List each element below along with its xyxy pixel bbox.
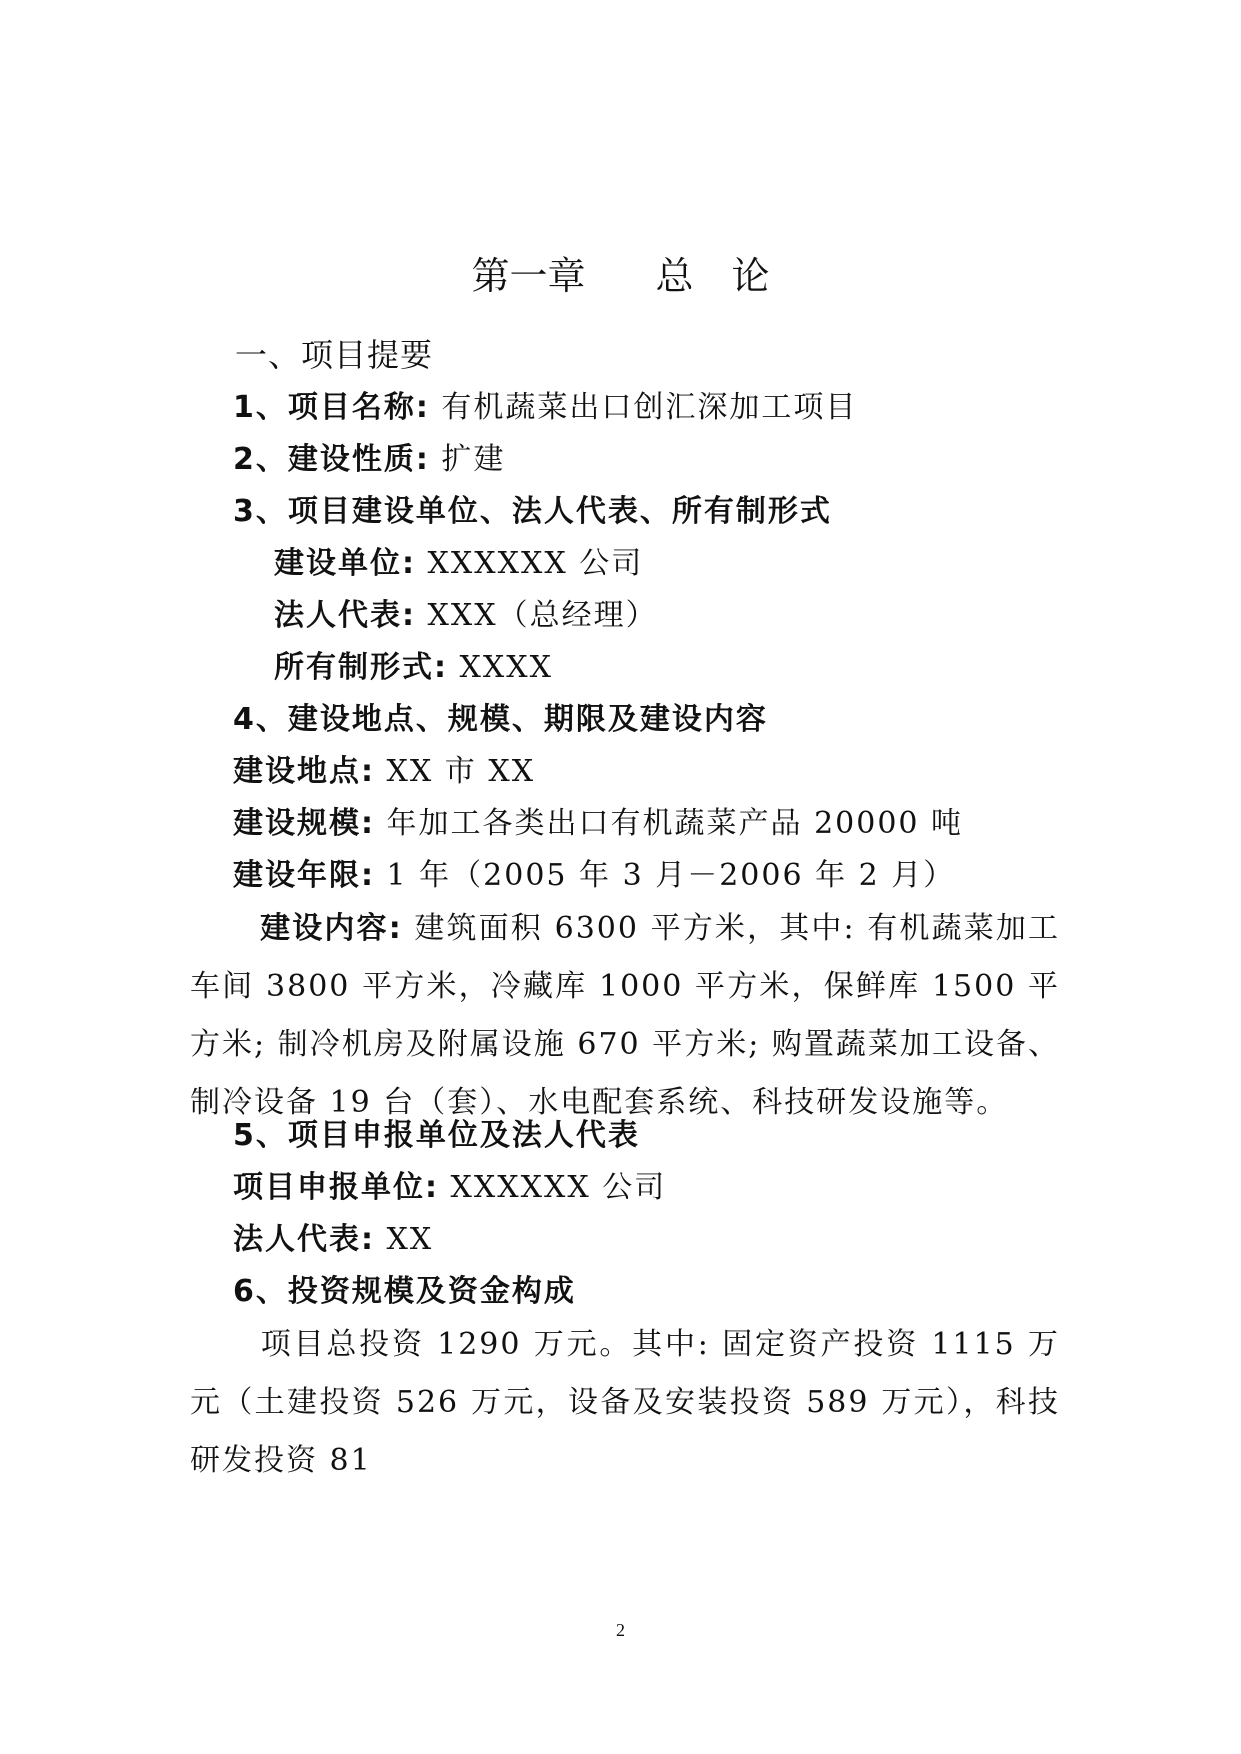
ownership-label: 所有制形式: (274, 650, 448, 685)
content-value: 建筑面积 6300 平方米，其中: 有机蔬菜加工车间 3800 平方米，冷藏库 1000 平方米，保鲜库 1500 平方米; 制冷机房及附属设施 670 平方米; 购置蔬菜加工设备、制冷设备 19 台（套）、水电配套系统、科技研发设施等。 (190, 911, 1060, 1120)
construction-nature-label: 2、建设性质: (233, 442, 430, 477)
chapter-number: 第一章 (471, 254, 586, 298)
item3-heading: 3、项目建设单位、法人代表、所有制形式 (233, 494, 832, 529)
section-heading: 一、项目提要 (235, 336, 434, 374)
applicant-rep-value: XX (386, 1222, 434, 1257)
period-value: 1 年（2005 年 3 月－2006 年 2 月） (386, 858, 956, 893)
applicant-value: XXXXXX 公司 (450, 1170, 667, 1205)
project-name-label: 1、项目名称: (233, 390, 430, 425)
location-value: XX 市 XX (386, 754, 536, 789)
investment-paragraph (190, 1316, 1060, 1490)
chapter-name: 总 论 (655, 254, 770, 298)
project-name-value: 有机蔬菜出口创汇深加工项目 (441, 390, 858, 425)
construction-nature-line (233, 440, 505, 480)
page-number: 2 (616, 1620, 625, 1640)
applicant-label: 项目申报单位: (233, 1170, 439, 1205)
ownership-value: XXXX (459, 650, 553, 685)
investment-text: 项目总投资 1290 万元。其中: 固定资产投资 1115 万元（土建投资 526 万元，设备及安装投资 589 万元），科技研发投资 81 (190, 1327, 1060, 1478)
builder-label: 建设单位: (274, 546, 416, 581)
project-name-line (233, 388, 857, 428)
builder-value: XXXXXX 公司 (427, 546, 644, 581)
legal-rep-label: 法人代表: (274, 598, 416, 633)
applicant-rep-label: 法人代表: (233, 1222, 375, 1257)
period-line (233, 856, 955, 896)
scale-line (233, 804, 963, 844)
applicant-rep-line (233, 1220, 433, 1260)
location-line (233, 752, 535, 792)
construction-nature-value: 扩建 (441, 442, 506, 477)
builder-line (274, 544, 643, 584)
content-paragraph (190, 900, 1060, 1132)
location-label: 建设地点: (233, 754, 375, 789)
legal-rep-line (274, 596, 658, 636)
scale-value: 年加工各类出口有机蔬菜产品 20000 吨 (386, 806, 964, 841)
item5-heading: 5、项目申报单位及法人代表 (233, 1118, 640, 1153)
legal-rep-value: XXX（总经理） (427, 598, 658, 633)
item4-heading: 4、建设地点、规模、期限及建设内容 (233, 702, 768, 737)
scale-label: 建设规模: (233, 806, 375, 841)
chapter-title (0, 250, 1241, 302)
item6-heading: 6、投资规模及资金构成 (233, 1274, 576, 1309)
ownership-line (274, 648, 553, 688)
applicant-line (233, 1168, 666, 1208)
content-label: 建设内容: (260, 911, 403, 946)
period-label: 建设年限: (233, 858, 375, 893)
